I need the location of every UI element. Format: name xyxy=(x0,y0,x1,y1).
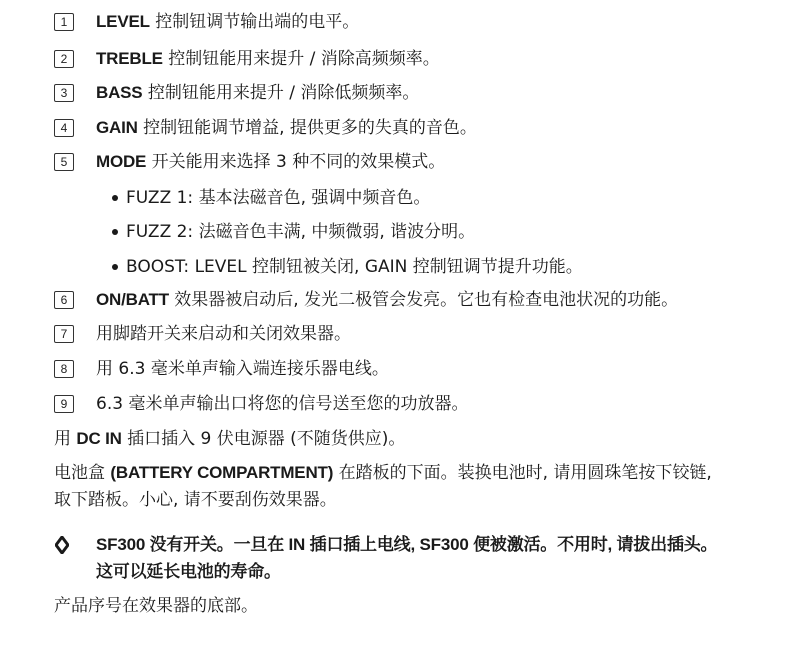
item-text: 效果器被启动后, 发光二极管会发亮。它也有检查电池状况的功能。 xyxy=(174,290,679,310)
bullet-text: FUZZ 1: 基本法磁音色, 强调中频音色。 xyxy=(126,188,431,208)
note-line2: 这可以延长电池的寿命。 xyxy=(96,562,281,581)
item-text: 6.3 毫米单声输出口将您的信号送至您的功放器。 xyxy=(96,394,469,414)
item-label: ON/BATT xyxy=(96,290,169,309)
item-number: 2 xyxy=(54,50,74,68)
diamond-icon xyxy=(55,536,69,554)
item-number: 6 xyxy=(54,291,74,309)
item-number: 1 xyxy=(54,13,74,31)
item-number: 7 xyxy=(54,325,74,343)
item-number: 5 xyxy=(54,153,74,171)
item-text: 控制钮调节输出端的电平。 xyxy=(155,12,360,32)
item-label: TREBLE xyxy=(96,49,163,68)
item-text: 用脚踏开关来启动和关闭效果器。 xyxy=(96,324,351,344)
bullet-text: BOOST: LEVEL 控制钮被关闭, GAIN 控制钮调节提升功能。 xyxy=(126,257,583,277)
item-text: 控制钮能调节增益, 提供更多的失真的音色。 xyxy=(143,118,477,138)
item-text: 控制钮能用来提升 / 消除低频频率。 xyxy=(147,83,420,103)
dc-in-paragraph: 用 DC IN 插口插入 9 伏电源器 (不随货供应)。 xyxy=(54,429,406,449)
item-label: LEVEL xyxy=(96,12,150,31)
item-number: 3 xyxy=(54,84,74,102)
battery-label: (BATTERY COMPARTMENT) xyxy=(110,463,334,482)
bullet-dot xyxy=(112,195,118,201)
bullet-dot xyxy=(112,264,118,270)
item-label: MODE xyxy=(96,152,147,171)
dc-in-label: DC IN xyxy=(76,429,122,448)
serial-note: 产品序号在效果器的底部。 xyxy=(54,596,258,616)
bullet-text: FUZZ 2: 法磁音色丰满, 中频微弱, 谐波分明。 xyxy=(126,222,476,242)
manual-page: 1 LEVEL 控制钮调节输出端的电平。 2 TREBLE 控制钮能用来提升 / 消除高频频率。 3 BASS 控制钮能用来提升 / 消除低频频率。 4 GAIN 控制钮能调节增益, 提供更多的失真的音色。 5 MODE 开关能用来选择 3 种不同的效果模式。 FUZZ 1: 基本法磁音色, 强调中频音色。 FUZZ 2: 法磁音色丰满, 中频微弱, 谐波分明。 BOOST: LEVEL 控制钮被关闭, GAIN 控制钮调节提升功能。 6 ON/BATT 效果器被启动后, 发光二极管会发亮。它也有检查电池状况的功能。 7 用脚踏开关来启动和关闭效果器。 8 用 6.3 毫米单声输入端连接乐器电线。 9 6.3 毫米单声输出口将您的信号送至您的功放器。 用 DC IN 插口插入 9 伏电源器 (不随货供应)。 电池盒 (BATTERY COMPARTMENT) 在踏板的下面。装换电池时, 请用圆珠笔按下铰链, 取下踏板。小心, 请不要刮伤效果器。 SF300 没有开关。一旦在 IN 插口插上电线, SF300 便被激活。不用时, 请拔出插头。 这可以延长电池的寿命。 产品序号在效果器的底部。 xyxy=(54,12,718,616)
item-number: 9 xyxy=(54,395,74,413)
note-line1: SF300 没有开关。一旦在 IN 插口插上电线, SF300 便被激活。不用时, 请拔出插头。 xyxy=(96,535,718,554)
item-number: 8 xyxy=(54,360,74,378)
item-label: BASS xyxy=(96,83,143,102)
bullet-dot xyxy=(112,229,118,235)
item-text: 控制钮能用来提升 / 消除高频频率。 xyxy=(168,49,440,69)
item-text: 开关能用来选择 3 种不同的效果模式。 xyxy=(151,152,446,172)
item-label: GAIN xyxy=(96,118,138,137)
item-number: 4 xyxy=(54,119,74,137)
item-text: 用 6.3 毫米单声输入端连接乐器电线。 xyxy=(96,359,389,379)
